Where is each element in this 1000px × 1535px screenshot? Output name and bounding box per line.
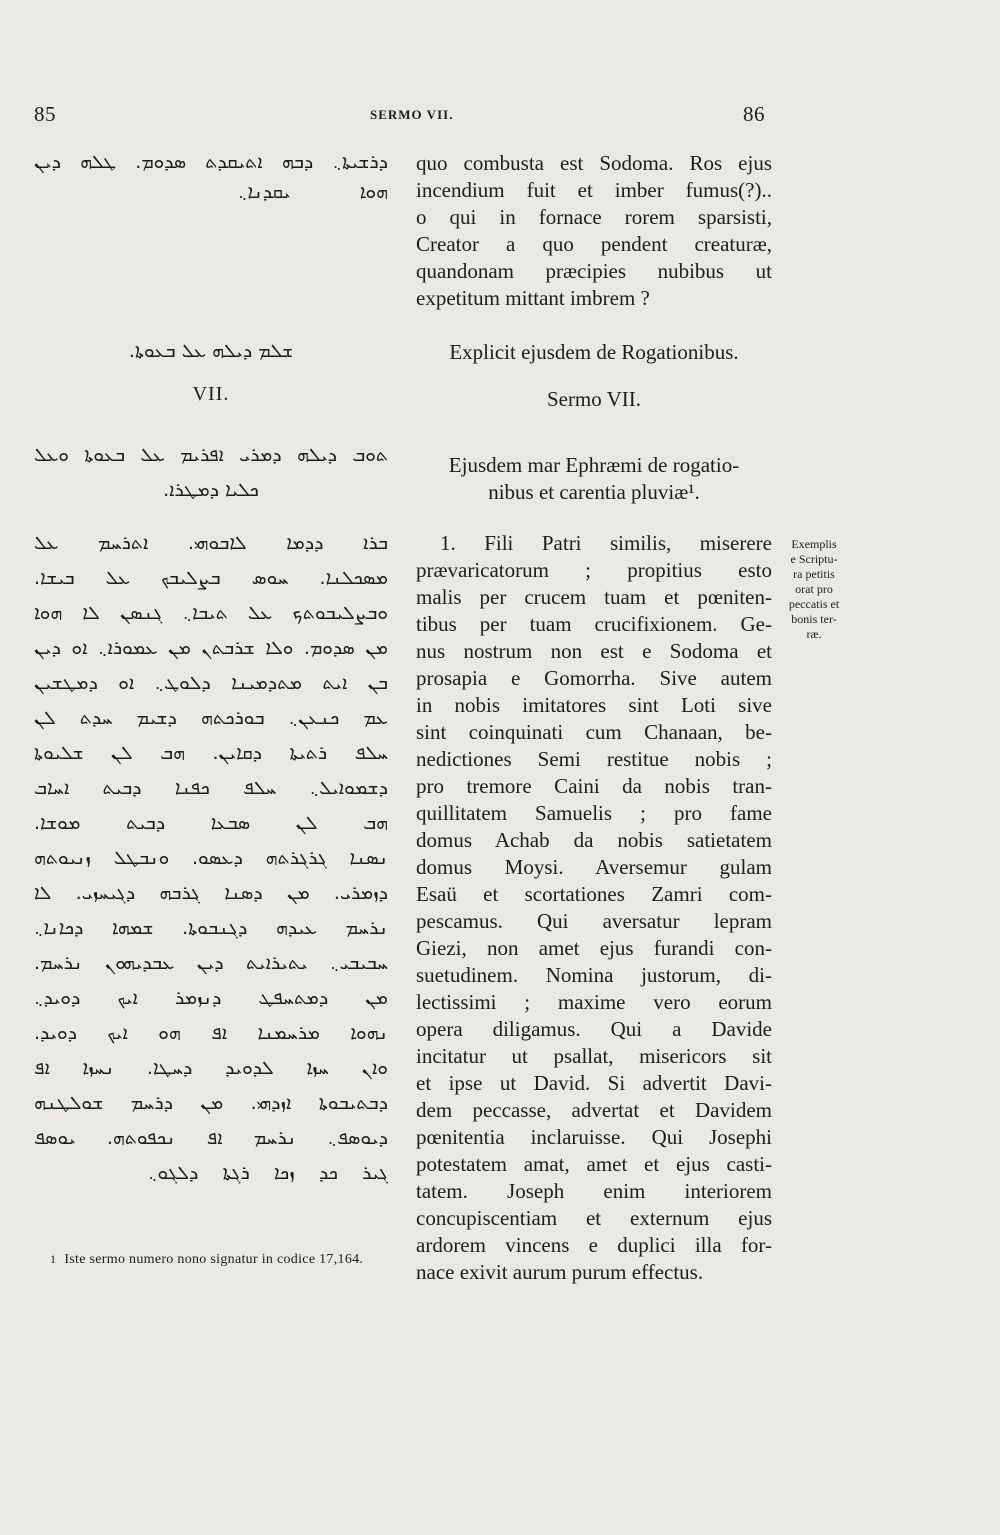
sermon-title-line: nibus et carentia pluviæ¹. [488,480,700,504]
latin-line: pœnitentia inclaruisse. Qui Josephi [416,1125,772,1149]
syriac-line: ܕܪܫܝܬܐ܆ ܕܒܗ ܐܬܝܩܕܬ ܣܕܘܡ. ܛܠܗ ܕܝܢ [34,151,388,173]
syriac-explicit: ܫܠܡ ܕܝܠܗ ܥܠ ܒܥܘܬܐ. [128,340,294,362]
right-page-number: 86 [743,102,765,126]
latin-line: nus nostrum non est e Sodoma et [416,639,772,663]
margin-note-line: bonis ter- [791,612,837,626]
latin-line: pro tremore Caini da nobis tran- [416,774,772,798]
syriac-line: ܕܒܬܝܒܘܬܐ ܐܙܕܗܝ. ܡܢ ܕܪܚܡ ܫܘܠܛܢܗ [34,1092,388,1114]
latin-line: ardorem vincens e duplici illa for- [416,1233,772,1257]
margin-note-line: peccatis et [788,597,840,611]
latin-line: nedictiones Semi restitue nobis ; [416,747,772,771]
latin-line: prosapia e Gomorrha. Sive autem [416,666,772,690]
syriac-line: ܗܒ ܠܢ ܣܒܥܐ ܕܒܝܬ ܡܘܫܐ. [34,812,388,834]
footnote-text: Iste sermo numero nono signatur in codice 17,164. [64,1252,364,1267]
syriac-line: ܚܠܦ ܪܬܝܬܐ ܕܩܐܝܢ. ܗܒ ܠܢ ܫܠܝܘܬܐ [34,742,388,764]
syriac-line: ܘܐܢ ܚܙܐ ܠܕܘܝܕ ܕܚܛܐ. ܢܚܙܐ ܐܦ [34,1057,388,1079]
latin-line: quo combusta est Sodoma. Ros ejus [416,151,772,175]
sermon-title-line: Ejusdem mar Ephræmi de rogatio- [448,453,740,477]
syriac-line: ܢܣܢܐ ܓܪܓܪܬܗ ܕܥܣܘ. ܘܢܒܛܠ ܙܢܝܘܬܗ [34,847,388,869]
margin-note-line: ra petitis [793,567,835,581]
margin-note-line: e Scriptu- [790,552,838,566]
latin-line: sint coinquinati cum Chanaan, be- [416,720,772,744]
margin-note-line: orat pro [795,582,833,596]
latin-line: o qui in fornace rorem sparsisti, [416,205,772,229]
syriac-line: ܕܝܘܣܦ܆ ܢܪܚܡ ܐܦ ܢܟܦܘܬܗ. ܝܘܣܦ [34,1127,388,1149]
latin-line: quandonam præcipies nubibus ut [416,259,772,283]
syriac-line: ܥܡ ܟܢܥܢ܆ ܒܘܪܟܬܗ ܕܫܝܡ ܚܕܬ ܠܢ [34,707,388,729]
margin-note-line: ræ. [806,627,822,641]
latin-line: opera diligamus. Qui a Davide [416,1017,772,1041]
syriac-line: ܢܪܚܡ ܥܝܕܗ ܕܓܢܒܘܬܐ. ܫܡܗܐ ܕܟܐܢܐ܆ [34,917,388,939]
latin-line: concupiscentiam et externum ejus [416,1206,772,1230]
syriac-line: ܕܙܡܪܝ. ܡܢ ܕܣܢܐ ܓܪܒܗ ܕܓܝܚܙܝ. ܠܐ [34,882,388,904]
latin-line: Esaü et scortationes Zamri com- [416,882,772,906]
footnote-mark: 1 [50,1252,57,1266]
syriac-line: ܒܢ ܐܝܬ ܡܬܕܡܝܢܐ ܕܠܘܛ܆ ܐܘ ܕܡܛܫܝܢ [34,672,388,694]
syriac-line: ܢܗܘܐ ܡܪܚܡܢܐ ܐܦ ܗܘ ܐܝܟ ܕܘܝܕ. [34,1022,388,1044]
syriac-line: ܗܘܐ ܝܩܕܢܐ܆ [238,181,388,203]
syriac-line: ܡܢ ܣܕܘܡ. ܘܠܐ ܫܪܒܬܢ ܡܢ ܥܡܘܪܐ܆ ܐܘ ܕܝܢ [34,637,388,659]
margin-note-line: Exemplis [791,537,837,551]
latin-line: prævaricatorum ; propitius esto [416,558,772,582]
latin-line: Creator a quo pendent creaturæ, [416,232,772,256]
latin-line: in nobis imitatores sint Loti sive [416,693,772,717]
latin-line: tatem. Joseph enim interiorem [416,1179,772,1203]
running-head: SERMO VII. [370,107,454,122]
syriac-line: ܡܣܟܠܢܐ. ܚܘܣ ܒܨܠܝܒܟ ܥܠ ܒܝܫܐ. [34,567,388,589]
latin-line: et ipse ut David. Si advertit Davi- [416,1071,772,1095]
latin-line: malis per crucem tuam et pœniten- [416,585,772,609]
latin-line: Giezi, non amet ejus furandi con- [416,936,772,960]
latin-line: lectissimi ; maxime vero eorum [416,990,772,1014]
syriac-line: ܒܪܐ ܕܕܡܐ ܠܐܒܘܗܝ. ܐܬܪܚܡ ܥܠ [34,532,388,554]
syriac-line: ܚܒܝܒܝ܆ ܝܬܝܪܐܝܬ ܕܝܢ ܥܒܕܝܗܘܢ ܢܪܚܡ. [34,952,388,974]
footnote [50,1250,395,1269]
latin-line: tibus per tuam crucifixionem. Ge- [416,612,772,636]
latin-line: incitatur ut psallat, misericors sit [416,1044,772,1068]
syriac-line: ܘܒܨܠܝܒܘܬܟ ܥܠ ܬܝܒܐ܆ ܓܢܣܢ ܠܐ ܗܘܐ [34,602,388,624]
syriac-title-line: ܟܠܝܐ ܕܡܛܪܐ. [163,479,259,501]
syriac-title-line: ܬܘܒ ܕܝܠܗ ܕܡܪܝ ܐܦܪܝܡ ܥܠ ܒܥܘܬܐ ܘܥܠ [34,444,388,466]
latin-line: domus Moysi. Aversemur gulam [416,855,772,879]
latin-line: nace exivit aurum purum effectus. [416,1260,704,1284]
syriac-sermon-heading: VII. [192,383,230,405]
latin-line: 1. Fili Patri similis, miserere [440,531,772,555]
latin-line: expetitum mittant imbrem ? [416,286,650,310]
latin-line: incendium fuit et imber fumus(?).. [416,178,772,202]
margin-note [779,537,849,642]
latin-line: potestatem amat, amet et ejus casti- [416,1152,772,1176]
latin-line: dem peccasse, advertat et Davidem [416,1098,772,1122]
syriac-line: ܡܢ ܕܡܬܚܦܛ ܕܢܙܡܪ ܐܝܟ ܕܘܝܕ܆ [34,987,388,1009]
latin-line: quillitatem Samuelis ; pro fame [416,801,772,825]
syriac-line: ܓܝܪ ܟܕ ܙܟܐ ܪܓܬܐ ܕܠܓܘ܆ [148,1162,388,1184]
explicit-line: Explicit ejusdem de Rogationibus. [449,340,739,364]
latin-line: pescamus. Qui aversatur lepram [416,909,772,933]
latin-line: suetudinem. Nomina justorum, di- [416,963,772,987]
sermon-heading: Sermo VII. [546,387,642,411]
left-page-number: 85 [34,102,56,126]
syriac-line: ܕܫܡܘܐܝܠ܆ ܚܠܦ ܟܦܢܐ ܕܒܝܬ ܐܚܐܒ [34,777,388,799]
latin-line: domus Achab da nobis satietatem [416,828,772,852]
